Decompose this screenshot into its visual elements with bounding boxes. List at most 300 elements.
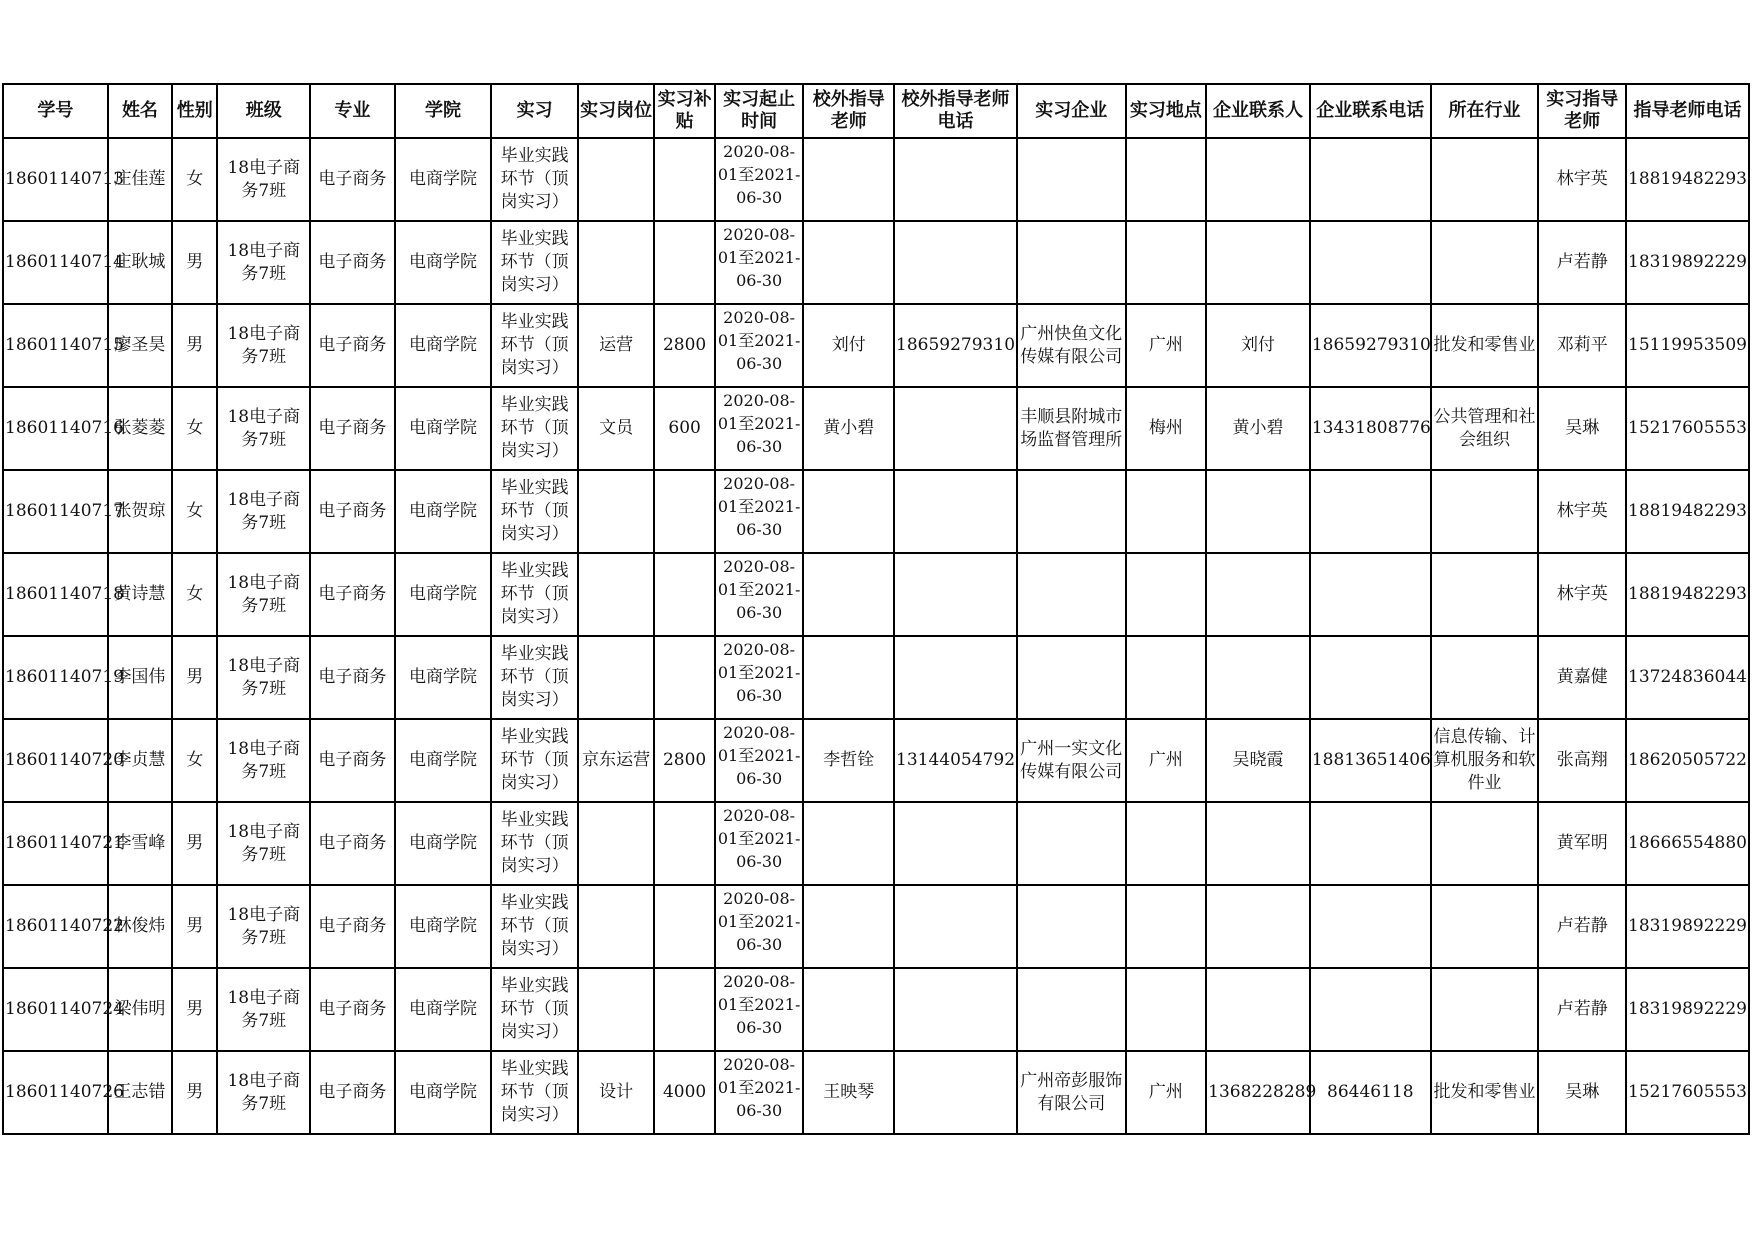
student-id-value: 18601140714: [5, 252, 124, 272]
cell-company: [1017, 636, 1126, 719]
student-id-value: 18601140718: [5, 584, 124, 604]
class-value: 18电子商务7班: [227, 904, 301, 948]
tutor-value: 吴琳: [1565, 418, 1600, 438]
cell-class: [217, 1051, 310, 1134]
tutor-value: 邓莉平: [1556, 335, 1608, 355]
cell-period: [715, 719, 804, 802]
cell-gender: [172, 387, 217, 470]
table-row: [3, 138, 1749, 221]
cell-external-tutor: [803, 968, 894, 1051]
tutor-value: 林宇英: [1556, 584, 1608, 604]
cell-subsidy: [654, 1051, 714, 1134]
header-tutor: 实习指导老师: [1538, 84, 1626, 138]
cell-subsidy: [654, 138, 714, 221]
cell-company-contact: [1206, 553, 1310, 636]
tutor-value: 黄军明: [1556, 833, 1608, 853]
college-value: 电商学院: [408, 750, 477, 770]
cell-external-tutor: [803, 387, 894, 470]
major-value: 电子商务: [318, 169, 387, 189]
cell-external-tutor-phone: [894, 470, 1017, 553]
internship-value: 毕业实践环节（顶岗实习）: [500, 561, 569, 627]
tutor-value: 林宇英: [1556, 169, 1608, 189]
student-id-value: 18601140720: [5, 750, 124, 770]
cell-class: [217, 470, 310, 553]
major-value: 电子商务: [318, 335, 387, 355]
cell-tutor-phone: [1626, 387, 1749, 470]
cell-internship: [491, 885, 578, 968]
student-id-value: 18601140722: [5, 916, 124, 936]
internship-value: 毕业实践环节（顶岗实习）: [500, 727, 569, 793]
class-value: 18电子商务7班: [227, 655, 301, 699]
subsidy-value: 600: [668, 418, 701, 438]
major-value: 电子商务: [318, 584, 387, 604]
major-value: 电子商务: [318, 252, 387, 272]
name-value: 庄耿城: [114, 252, 166, 272]
company-contact-value: 刘付: [1241, 335, 1275, 355]
cell-external-tutor: [803, 1051, 894, 1134]
internship-value: 毕业实践环节（顶岗实习）: [500, 478, 569, 544]
internship-value: 毕业实践环节（顶岗实习）: [500, 810, 569, 876]
header-class: 班级: [217, 84, 310, 138]
college-value: 电商学院: [408, 335, 477, 355]
cell-company-contact: [1206, 138, 1310, 221]
industry-value: 信息传输、计算机服务和软件业: [1433, 727, 1536, 793]
cell-subsidy: [654, 304, 714, 387]
cell-location: [1126, 553, 1207, 636]
location-value: 广州: [1148, 335, 1183, 355]
cell-internship: [491, 221, 578, 304]
cell-tutor-phone: [1626, 138, 1749, 221]
cell-company: [1017, 304, 1126, 387]
cell-industry: [1431, 802, 1539, 885]
subsidy-value: 2800: [662, 335, 707, 355]
cell-external-tutor-phone: [894, 885, 1017, 968]
gender-value: 女: [186, 750, 204, 770]
cell-class: [217, 138, 310, 221]
table-row: [3, 636, 1749, 719]
cell-external-tutor: [803, 304, 894, 387]
cell-industry: [1431, 1051, 1539, 1134]
cell-external-tutor-phone: [894, 304, 1017, 387]
tutor-value: 张高翔: [1556, 750, 1608, 770]
cell-external-tutor-phone: [894, 1051, 1017, 1134]
gender-value: 男: [186, 335, 204, 355]
cell-external-tutor: [803, 138, 894, 221]
cell-company-phone: [1310, 719, 1431, 802]
table-row: [3, 1051, 1749, 1134]
cell-industry: [1431, 221, 1539, 304]
cell-external-tutor: [803, 470, 894, 553]
header-gender: 性别: [172, 84, 217, 138]
period-value: 2020-08-01至2021-06-30: [717, 723, 801, 788]
gender-value: 男: [186, 916, 204, 936]
cell-class: [217, 885, 310, 968]
cell-industry: [1431, 553, 1539, 636]
cell-college: [395, 968, 492, 1051]
header-tutor-phone: 指导老师电话: [1626, 84, 1749, 138]
cell-external-tutor: [803, 885, 894, 968]
cell-location: [1126, 636, 1207, 719]
company-value: 广州一实文化传媒有限公司: [1020, 738, 1123, 782]
cell-tutor-phone: [1626, 885, 1749, 968]
tutor-phone-value: 18819482293: [1628, 501, 1747, 521]
cell-industry: [1431, 636, 1539, 719]
cell-name: [108, 138, 172, 221]
cell-industry: [1431, 968, 1539, 1051]
cell-major: [310, 553, 395, 636]
cell-company-contact: [1206, 1051, 1317, 1134]
cell-company-contact: [1206, 387, 1310, 470]
period-value: 2020-08-01至2021-06-30: [717, 308, 801, 373]
cell-gender: [172, 470, 217, 553]
cell-tutor-phone: [1626, 470, 1749, 553]
tutor-value: 卢若静: [1556, 252, 1608, 272]
cell-tutor: [1538, 719, 1626, 802]
cell-class: [217, 968, 310, 1051]
tutor-phone-value: 15217605553: [1628, 418, 1747, 438]
cell-subsidy: [654, 387, 714, 470]
header-period: 实习起止时间: [715, 84, 804, 138]
cell-company-phone: [1310, 968, 1431, 1051]
external-tutor-value: 李哲铨: [823, 750, 875, 770]
cell-class: [217, 802, 310, 885]
cell-tutor: [1538, 470, 1626, 553]
cell-company-phone: [1310, 1051, 1431, 1134]
gender-value: 男: [186, 252, 204, 272]
cell-student-id: [3, 387, 124, 470]
header-internship: 实习: [491, 84, 578, 138]
subsidy-value: 4000: [662, 1082, 707, 1102]
cell-company: [1017, 470, 1126, 553]
cell-position: [578, 636, 655, 719]
period-value: 2020-08-01至2021-06-30: [717, 1055, 801, 1120]
class-value: 18电子商务7班: [227, 157, 301, 201]
cell-company-phone: [1310, 221, 1431, 304]
cell-subsidy: [654, 885, 714, 968]
cell-external-tutor-phone: [894, 553, 1017, 636]
cell-subsidy: [654, 470, 714, 553]
cell-name: [108, 221, 172, 304]
tutor-value: 吴琳: [1565, 1082, 1600, 1102]
cell-location: [1126, 968, 1207, 1051]
cell-industry: [1431, 719, 1539, 802]
tutor-phone-value: 18819482293: [1628, 584, 1747, 604]
cell-location: [1126, 719, 1207, 802]
header-subsidy: 实习补贴: [654, 84, 714, 138]
cell-period: [715, 221, 804, 304]
name-value: 黄诗慧: [114, 584, 166, 604]
cell-major: [310, 885, 395, 968]
header-company-contact: 企业联系人: [1206, 84, 1310, 138]
name-value: 李雪峰: [114, 833, 166, 853]
cell-company-phone: [1310, 885, 1431, 968]
cell-location: [1126, 221, 1207, 304]
college-value: 电商学院: [408, 584, 477, 604]
cell-gender: [172, 719, 217, 802]
tutor-phone-value: 13724836044: [1628, 667, 1747, 687]
industry-value: 批发和零售业: [1433, 1082, 1536, 1102]
period-value: 2020-08-01至2021-06-30: [717, 474, 801, 539]
tutor-phone-value: 18620505722: [1628, 750, 1747, 770]
gender-value: 男: [186, 999, 204, 1019]
student-id-value: 18601140724: [5, 999, 124, 1019]
cell-internship: [491, 968, 578, 1051]
cell-period: [715, 470, 804, 553]
major-value: 电子商务: [318, 750, 387, 770]
gender-value: 男: [186, 833, 204, 853]
internship-value: 毕业实践环节（顶岗实习）: [500, 312, 569, 378]
cell-tutor: [1538, 387, 1626, 470]
company-value: 广州快鱼文化传媒有限公司: [1020, 323, 1123, 367]
internship-value: 毕业实践环节（顶岗实习）: [500, 644, 569, 710]
cell-industry: [1431, 885, 1539, 968]
tutor-phone-value: 18319892229: [1628, 252, 1747, 272]
internship-value: 毕业实践环节（顶岗实习）: [500, 146, 569, 212]
major-value: 电子商务: [318, 916, 387, 936]
cell-gender: [172, 138, 217, 221]
cell-student-id: [3, 719, 124, 802]
company-contact-value: 1368228289: [1208, 1082, 1317, 1102]
cell-location: [1126, 802, 1207, 885]
cell-company: [1017, 1051, 1126, 1134]
gender-value: 女: [186, 418, 204, 438]
cell-major: [310, 968, 395, 1051]
cell-company-contact: [1206, 885, 1310, 968]
cell-position: [578, 387, 655, 470]
cell-name: [108, 968, 172, 1051]
cell-period: [715, 636, 804, 719]
cell-student-id: [3, 885, 124, 968]
student-id-value: 18601140726: [5, 1082, 124, 1102]
period-value: 2020-08-01至2021-06-30: [717, 225, 801, 290]
location-value: 梅州: [1148, 418, 1183, 438]
cell-position: [578, 802, 655, 885]
cell-internship: [491, 138, 578, 221]
major-value: 电子商务: [318, 999, 387, 1019]
cell-external-tutor-phone: [894, 719, 1017, 802]
cell-college: [395, 387, 492, 470]
cell-company-phone: [1310, 470, 1431, 553]
cell-position: [578, 1051, 655, 1134]
cell-tutor: [1538, 304, 1626, 387]
cell-tutor: [1538, 968, 1626, 1051]
cell-tutor-phone: [1626, 802, 1749, 885]
cell-tutor-phone: [1626, 719, 1749, 802]
header-external-tutor: 校外指导老师: [803, 84, 894, 138]
position-value: 京东运营: [582, 750, 651, 770]
period-value: 2020-08-01至2021-06-30: [717, 640, 801, 705]
cell-period: [715, 138, 804, 221]
cell-college: [395, 470, 492, 553]
cell-external-tutor: [803, 221, 894, 304]
company-value: 广州帝彭服饰有限公司: [1020, 1070, 1123, 1114]
position-value: 文员: [599, 418, 634, 438]
header-college: 学院: [395, 84, 492, 138]
header-company-phone: 企业联系电话: [1310, 84, 1431, 138]
subsidy-value: 2800: [662, 750, 707, 770]
name-value: 张菱菱: [114, 418, 166, 438]
cell-company-contact: [1206, 636, 1310, 719]
tutor-phone-value: 15217605553: [1628, 1082, 1747, 1102]
tutor-value: 黄嘉健: [1556, 667, 1608, 687]
cell-gender: [172, 553, 217, 636]
cell-student-id: [3, 470, 124, 553]
cell-external-tutor: [803, 553, 894, 636]
college-value: 电商学院: [408, 1082, 477, 1102]
header-student-id: 学号: [3, 84, 108, 138]
table-body: [3, 138, 1749, 1134]
cell-company-phone: [1310, 802, 1431, 885]
cell-company-contact: [1206, 719, 1310, 802]
cell-name: [108, 636, 172, 719]
cell-college: [395, 304, 492, 387]
company-phone-value: 18813651406: [1311, 750, 1431, 770]
cell-subsidy: [654, 553, 714, 636]
college-value: 电商学院: [408, 667, 477, 687]
internship-value: 毕业实践环节（顶岗实习）: [500, 893, 569, 959]
header-position: 实习岗位: [578, 84, 655, 138]
cell-company: [1017, 802, 1126, 885]
external-tutor-phone-value: 13144054792: [896, 750, 1016, 770]
cell-external-tutor-phone: [894, 968, 1017, 1051]
position-value: 运营: [599, 335, 634, 355]
tutor-phone-value: 18666554880: [1628, 833, 1747, 853]
name-value: 李国伟: [114, 667, 166, 687]
cell-company-contact: [1206, 802, 1310, 885]
cell-location: [1126, 885, 1207, 968]
major-value: 电子商务: [318, 833, 387, 853]
cell-period: [715, 1051, 804, 1134]
major-value: 电子商务: [318, 418, 387, 438]
table-row: [3, 968, 1749, 1051]
name-value: 张贺琼: [114, 501, 166, 521]
cell-college: [395, 636, 492, 719]
cell-college: [395, 553, 492, 636]
cell-class: [217, 553, 310, 636]
tutor-value: 卢若静: [1556, 999, 1608, 1019]
table-row: [3, 221, 1749, 304]
header-external-tutor-phone: 校外指导老师电话: [894, 84, 1017, 138]
college-value: 电商学院: [408, 916, 477, 936]
cell-period: [715, 387, 804, 470]
cell-location: [1126, 387, 1207, 470]
cell-location: [1126, 304, 1207, 387]
cell-student-id: [3, 304, 124, 387]
external-tutor-value: 黄小碧: [823, 418, 875, 438]
company-value: 丰顺县附城市场监督管理所: [1020, 406, 1123, 450]
cell-external-tutor-phone: [894, 387, 1017, 470]
table-row: [3, 802, 1749, 885]
cell-period: [715, 304, 804, 387]
cell-subsidy: [654, 636, 714, 719]
name-value: 李贞慧: [114, 750, 166, 770]
cell-gender: [172, 221, 217, 304]
cell-subsidy: [654, 968, 714, 1051]
cell-company-phone: [1310, 387, 1431, 470]
company-phone-value: 18659279310: [1311, 335, 1431, 355]
gender-value: 女: [186, 584, 204, 604]
company-contact-value: 吴晓霞: [1232, 750, 1284, 770]
cell-company: [1017, 387, 1126, 470]
cell-location: [1126, 470, 1207, 553]
cell-tutor-phone: [1626, 1051, 1749, 1134]
cell-tutor-phone: [1626, 553, 1749, 636]
cell-tutor-phone: [1626, 968, 1749, 1051]
cell-company-contact: [1206, 968, 1310, 1051]
cell-gender: [172, 636, 217, 719]
cell-class: [217, 221, 310, 304]
cell-major: [310, 1051, 395, 1134]
internship-value: 毕业实践环节（顶岗实习）: [500, 1059, 569, 1125]
tutor-phone-value: 18319892229: [1628, 916, 1747, 936]
table-row: [3, 304, 1749, 387]
external-tutor-phone-value: 18659279310: [896, 335, 1016, 355]
major-value: 电子商务: [318, 1082, 387, 1102]
cell-external-tutor: [803, 719, 894, 802]
class-value: 18电子商务7班: [227, 406, 301, 450]
table-row: [3, 885, 1749, 968]
internship-value: 毕业实践环节（顶岗实习）: [500, 976, 569, 1042]
cell-subsidy: [654, 802, 714, 885]
gender-value: 女: [186, 501, 204, 521]
cell-student-id: [3, 968, 124, 1051]
cell-major: [310, 470, 395, 553]
company-phone-value: 86446118: [1327, 1082, 1414, 1102]
cell-internship: [491, 802, 578, 885]
cell-tutor: [1538, 1051, 1626, 1134]
cell-company-contact: [1206, 221, 1310, 304]
cell-external-tutor-phone: [894, 221, 1017, 304]
student-id-value: 18601140715: [5, 335, 124, 355]
class-value: 18电子商务7班: [227, 572, 301, 616]
name-value: 庄佳莲: [114, 169, 166, 189]
cell-gender: [172, 968, 217, 1051]
major-value: 电子商务: [318, 501, 387, 521]
cell-college: [395, 221, 492, 304]
cell-location: [1126, 138, 1207, 221]
position-value: 设计: [599, 1082, 634, 1102]
header-location: 实习地点: [1126, 84, 1207, 138]
class-value: 18电子商务7班: [227, 1070, 301, 1114]
cell-period: [715, 802, 804, 885]
cell-position: [578, 138, 655, 221]
class-value: 18电子商务7班: [227, 489, 301, 533]
tutor-value: 林宇英: [1556, 501, 1608, 521]
company-contact-value: 黄小碧: [1232, 418, 1284, 438]
external-tutor-value: 刘付: [831, 335, 866, 355]
cell-student-id: [3, 636, 124, 719]
cell-position: [578, 221, 655, 304]
cell-student-id: [3, 138, 124, 221]
cell-name: [108, 553, 172, 636]
cell-gender: [172, 802, 217, 885]
tutor-value: 卢若静: [1556, 916, 1608, 936]
table-row: [3, 387, 1749, 470]
cell-industry: [1431, 470, 1539, 553]
name-value: 林俊炜: [114, 916, 166, 936]
cell-class: [217, 304, 310, 387]
cell-tutor-phone: [1626, 221, 1749, 304]
cell-student-id: [3, 553, 124, 636]
cell-industry: [1431, 138, 1539, 221]
cell-college: [395, 138, 492, 221]
name-value: 廖圣昊: [114, 335, 166, 355]
cell-external-tutor-phone: [894, 636, 1017, 719]
cell-tutor-phone: [1626, 304, 1749, 387]
period-value: 2020-08-01至2021-06-30: [717, 557, 801, 622]
location-value: 广州: [1148, 750, 1183, 770]
cell-student-id: [3, 1051, 124, 1134]
